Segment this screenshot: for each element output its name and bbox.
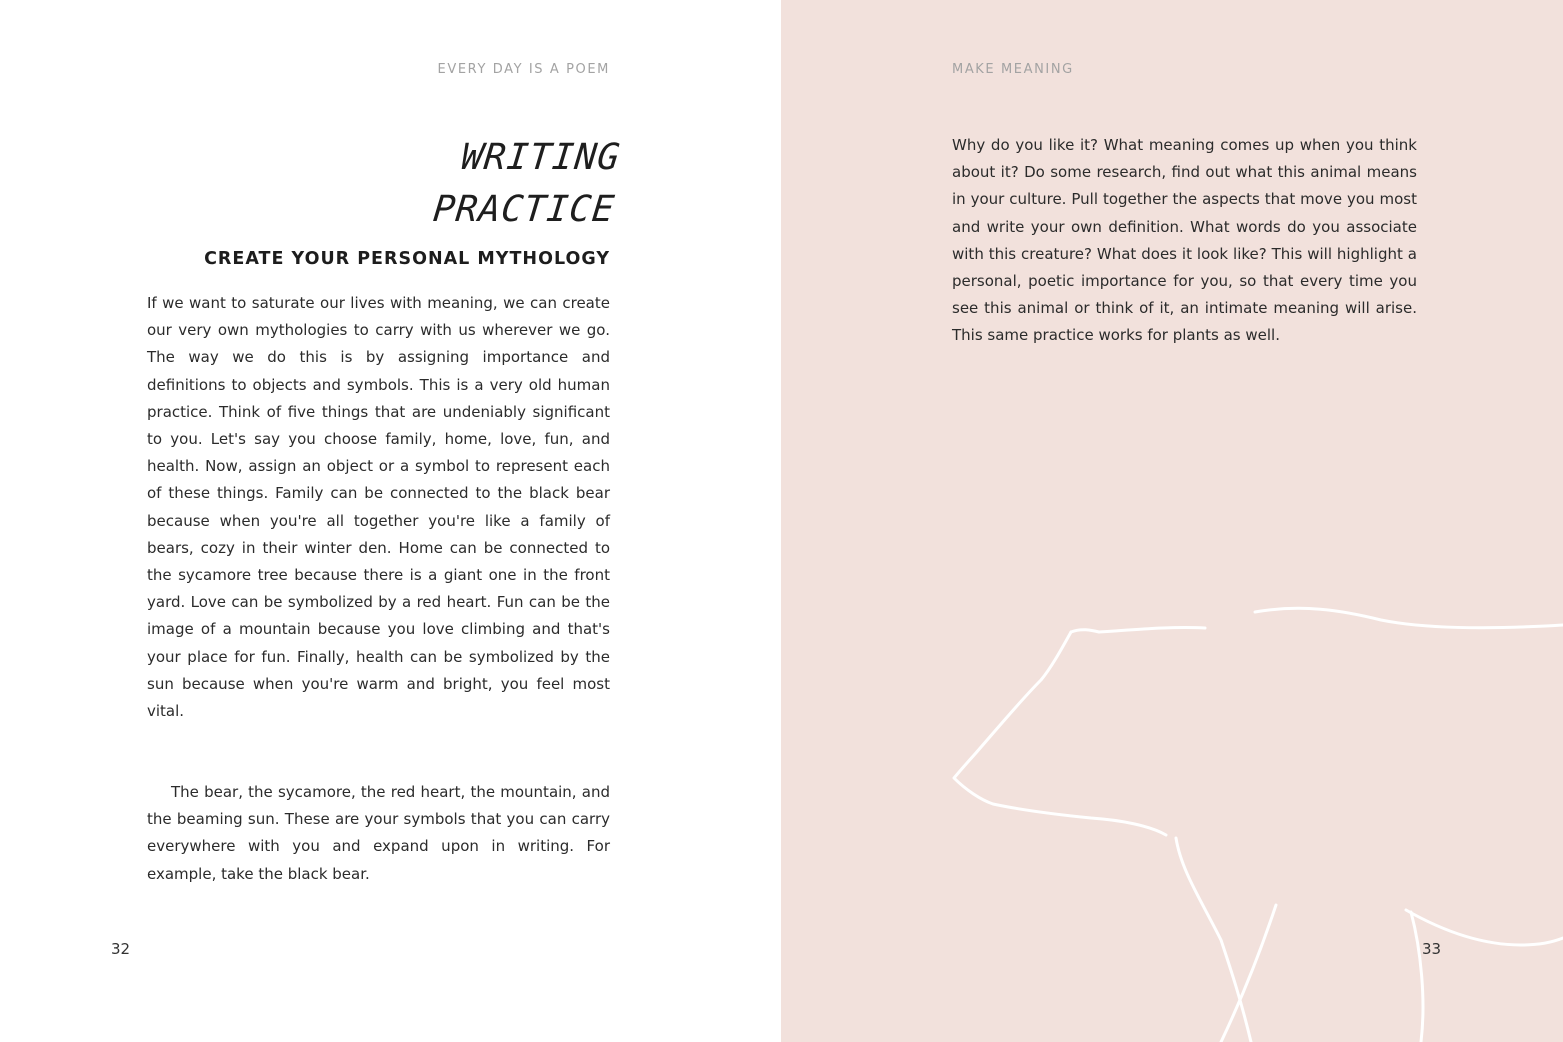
body-paragraph-right: Why do you like it? What meaning comes up when you think about it? Do some research, find out what this animal means in your culture. Pull together the aspects that move you most and write your own definition. What words do you associate with this creature? What does it look like? This will highlight a personal, poetic importance for you, so that every time you see this animal or think of it, an intimate meaning will arise. This same practice works for plants as well. [952,136,1417,345]
title-line-2: PRACTICE [430,189,617,230]
writing-practice-title [430,132,622,236]
running-head-left: EVERY DAY IS A POEM [437,62,610,77]
right-page [781,0,1563,1042]
running-head-right: MAKE MEANING [952,62,1074,77]
body-paragraph-2: The bear, the sycamore, the red heart, the mountain, and the beaming sun. These are your symbols that you can carry everywhere with you and expand upon in writing. For example, take the black bear. [147,783,610,883]
page-number-left: 32 [111,940,131,958]
title-line-1: WRITING [458,137,622,178]
body-paragraph-1: If we want to saturate our lives with meaning, we can create our very own mythologies to carry with us wherever we go. The way we do this is by assigning importance and definitions to objects and symbols. This is a very old human practice. Think of five things that are undeniably significant to you. Let's say you choose family, home, love, fun, and health. Now, assign an object or a symbol to represent each of these things. Family can be connected to the black bear because when you're all together you're like a family of bears, cozy in their winter den. Home can be connected to the sycamore tree because there is a giant one in the front yard. Love can be symbolized by a red heart. Fun can be the image of a mountain because you love climbing and that's your place for fun. Finally, health can be symbolized by the sun because when you're warm and bright, you feel most vital. [147,294,610,721]
page-number-right: 33 [1422,940,1442,958]
left-page [0,0,781,1042]
section-subhead: CREATE YOUR PERSONAL MYTHOLOGY [204,249,610,269]
